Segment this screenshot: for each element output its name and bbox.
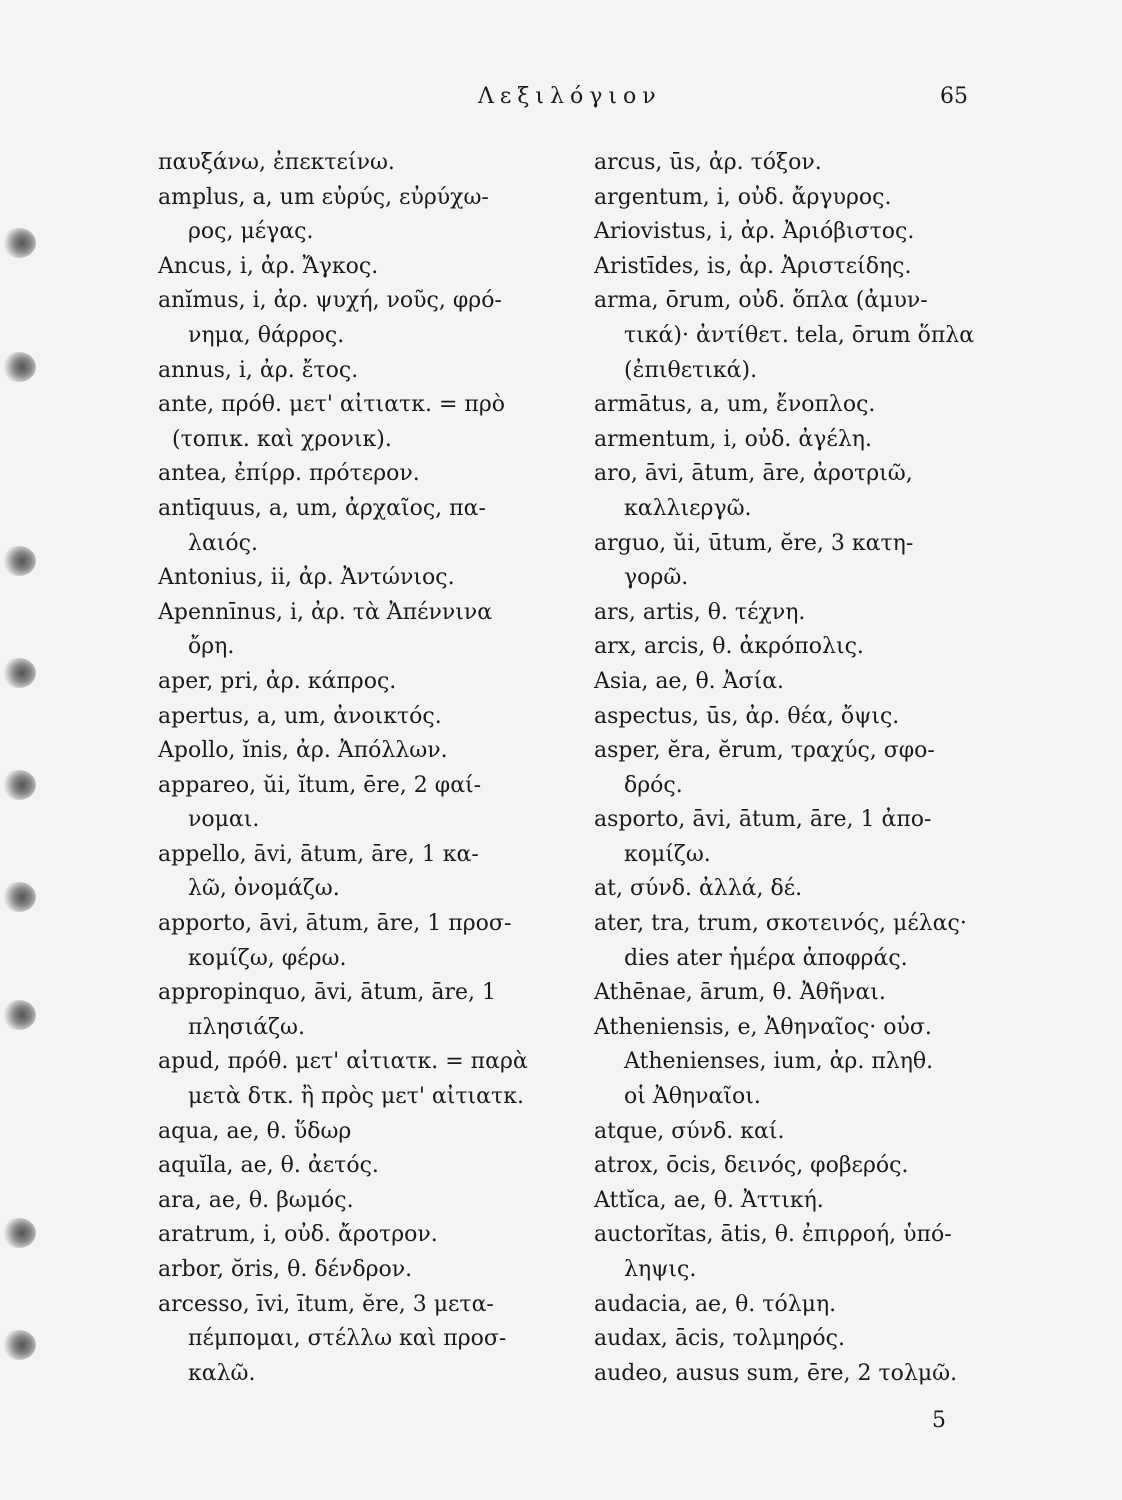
- entry-line: argentum, i, οὐδ. ἄργυρος.: [594, 184, 892, 210]
- entry-line: πλησιάζω.: [188, 1014, 305, 1040]
- entry-line: asper, ĕra, ĕrum, τραχύς, σφο-: [594, 738, 935, 764]
- binding-hole: [2, 1330, 36, 1360]
- entry-line: at, σύνδ. ἀλλά, δέ.: [594, 876, 803, 902]
- entry-line: δρός.: [624, 772, 683, 798]
- entry-line: arma, ōrum, οὐδ. ὅπλα (ἀμυν-: [594, 288, 928, 314]
- entry-line: dies ater ἡμέρα ἀποφράς.: [624, 945, 908, 971]
- entry-line: arbor, ŏris, θ. δένδρον.: [158, 1257, 413, 1282]
- entry-line: ara, ae, θ. βωμός.: [158, 1187, 354, 1213]
- entry-line: Antonius, ii, ἀρ. Ἀντώνιος.: [158, 565, 455, 591]
- entry-line: antea, ἐπίρρ. πρότερον.: [158, 461, 420, 487]
- entry-line: ante, πρόθ. μετ' αἰτιατκ. = πρὸ: [158, 392, 506, 418]
- entry-line: Attĭca, ae, θ. Ἀττική.: [594, 1187, 824, 1213]
- entry-line: annus, i, ἀρ. ἔτος.: [158, 357, 359, 383]
- right-column: [594, 146, 979, 1391]
- entry-line: οἱ Ἀθηναῖοι.: [624, 1084, 761, 1110]
- entry-line: καλλιεργῶ.: [624, 495, 752, 521]
- entry-line: armentum, i, οὐδ. ἀγέλη.: [594, 426, 872, 452]
- entry-line: κομίζω, φέρω.: [188, 945, 347, 971]
- page-number: 65: [940, 84, 968, 109]
- entry-line: λῶ, ὀνομάζω.: [188, 876, 340, 902]
- entry-line: νημα, θάρρος.: [188, 322, 345, 348]
- entry-line: ὄρη.: [188, 634, 235, 660]
- binding-hole: [2, 658, 36, 688]
- entry-line: arguo, ŭi, ūtum, ĕre, 3 κατη-: [594, 530, 914, 556]
- entry-line: apporto, āvi, ātum, āre, 1 προσ-: [158, 911, 512, 937]
- entry-line: ληψις.: [624, 1257, 697, 1282]
- entry-line: arcus, ūs, ἀρ. τόξον.: [594, 150, 822, 175]
- entry-line: audacia, ae, θ. τόλμη.: [594, 1291, 837, 1317]
- entry-line: γορῶ.: [624, 565, 689, 591]
- binding-hole: [2, 882, 36, 912]
- entry-line: amplus, a, um εὐρύς, εὐρύχω-: [158, 184, 489, 210]
- entry-line: aro, āvi, ātum, āre, ἀροτριῶ,: [594, 461, 913, 487]
- entry-line: Ancus, i, ἀρ. Ἄγκος.: [158, 253, 379, 279]
- entry-line: antīquus, a, um, ἀρχαῖος, πα-: [158, 495, 486, 521]
- entry-line: τικά)· ἀντίθετ. tela, ōrum ὅπλα: [624, 322, 975, 348]
- entry-line: arcesso, īvi, ītum, ĕre, 3 μετα-: [158, 1291, 494, 1317]
- entry-line: καλῶ.: [188, 1360, 256, 1386]
- entry-line: appareo, ŭi, ĭtum, ēre, 2 φαί-: [158, 772, 482, 798]
- entry-line: λαιός.: [188, 530, 258, 556]
- entry-line: appello, āvi, ātum, āre, 1 κα-: [158, 841, 479, 867]
- entry-line: arx, arcis, θ. ἀκρόπολις.: [594, 634, 864, 660]
- entry-line: Atheniensis, e, Ἀθηναῖος· οὐσ.: [594, 1014, 932, 1040]
- entry-line: aquĭla, ae, θ. ἀετός.: [158, 1153, 379, 1179]
- binding-hole: [2, 1218, 36, 1248]
- entry-line: παυξάνω, ἐπεκτείνω.: [158, 150, 395, 175]
- left-column: [158, 146, 570, 1391]
- binding-hole: [2, 546, 36, 576]
- entry-line: ater, tra, trum, σκοτεινός, μέλας·: [594, 911, 967, 937]
- entry-line: aspectus, ūs, ἀρ. θέα, ὄψις.: [594, 703, 900, 729]
- entry-line: auctorĭtas, ātis, θ. ἐπιρροή, ὑπό-: [594, 1222, 952, 1248]
- entry-line: asporto, āvi, ātum, āre, 1 ἀπο-: [594, 807, 932, 833]
- binding-hole: [2, 228, 36, 258]
- entry-line: audeo, ausus sum, ēre, 2 τολμῶ.: [594, 1360, 958, 1386]
- binding-hole: [2, 770, 36, 800]
- entry-line: Athenienses, ium, ἀρ. πληθ.: [624, 1049, 934, 1075]
- entry-line: (ἐπιθετικά).: [624, 357, 758, 383]
- entry-line: Asia, ae, θ. Ἀσία.: [594, 668, 785, 694]
- entry-line: (τοπικ. καὶ χρονικ).: [172, 426, 392, 452]
- entry-line: anĭmus, i, ἀρ. ψυχή, νοῦς, φρό-: [158, 288, 502, 314]
- page-header: [0, 84, 1122, 116]
- entry-line: apertus, a, um, ἀνοικτός.: [158, 703, 442, 729]
- binding-hole: [2, 352, 36, 382]
- signature-mark: 5: [932, 1408, 946, 1433]
- entry-line: Ariovistus, i, ἀρ. Ἀριόβιστος.: [594, 219, 915, 245]
- entry-line: apud, πρόθ. μετ' αἰτιατκ. = παρὰ: [158, 1049, 528, 1075]
- entry-line: atrox, ōcis, δεινός, φοβερός.: [594, 1153, 909, 1179]
- entry-line: aqua, ae, θ. ὕδωρ: [158, 1118, 352, 1144]
- entry-line: Apennīnus, i, ἀρ. τὰ Ἀπέννινα: [158, 599, 493, 625]
- binding-hole: [2, 1000, 36, 1030]
- entry-line: Apollo, ĭnis, ἀρ. Ἀπόλλων.: [158, 738, 448, 764]
- entry-line: armātus, a, um, ἔνοπλος.: [594, 392, 876, 418]
- running-title: Λεξιλόγιον: [478, 84, 662, 109]
- entry-line: Aristīdes, is, ἀρ. Ἀριστείδης.: [594, 253, 912, 279]
- entry-line: aratrum, i, οὐδ. ἄροτρον.: [158, 1222, 438, 1248]
- entry-line: atque, σύνδ. καί.: [594, 1118, 785, 1144]
- entry-line: κομίζω.: [624, 841, 711, 867]
- entry-line: appropinquo, āvi, ātum, āre, 1: [158, 980, 496, 1006]
- entry-line: audax, ācis, τολμηρός.: [594, 1326, 845, 1352]
- entry-line: νομαι.: [188, 807, 260, 833]
- entry-line: ρος, μέγας.: [188, 219, 314, 245]
- entry-line: aper, pri, ἀρ. κάπρος.: [158, 668, 397, 694]
- entry-line: ars, artis, θ. τέχνη.: [594, 599, 806, 625]
- entry-line: πέμπομαι, στέλλω καὶ προσ-: [188, 1326, 507, 1352]
- entry-line: Athēnae, ārum, θ. Ἀθῆναι.: [594, 980, 886, 1006]
- entry-line: μετὰ δτκ. ἢ πρὸς μετ' αἰτιατκ.: [188, 1084, 524, 1110]
